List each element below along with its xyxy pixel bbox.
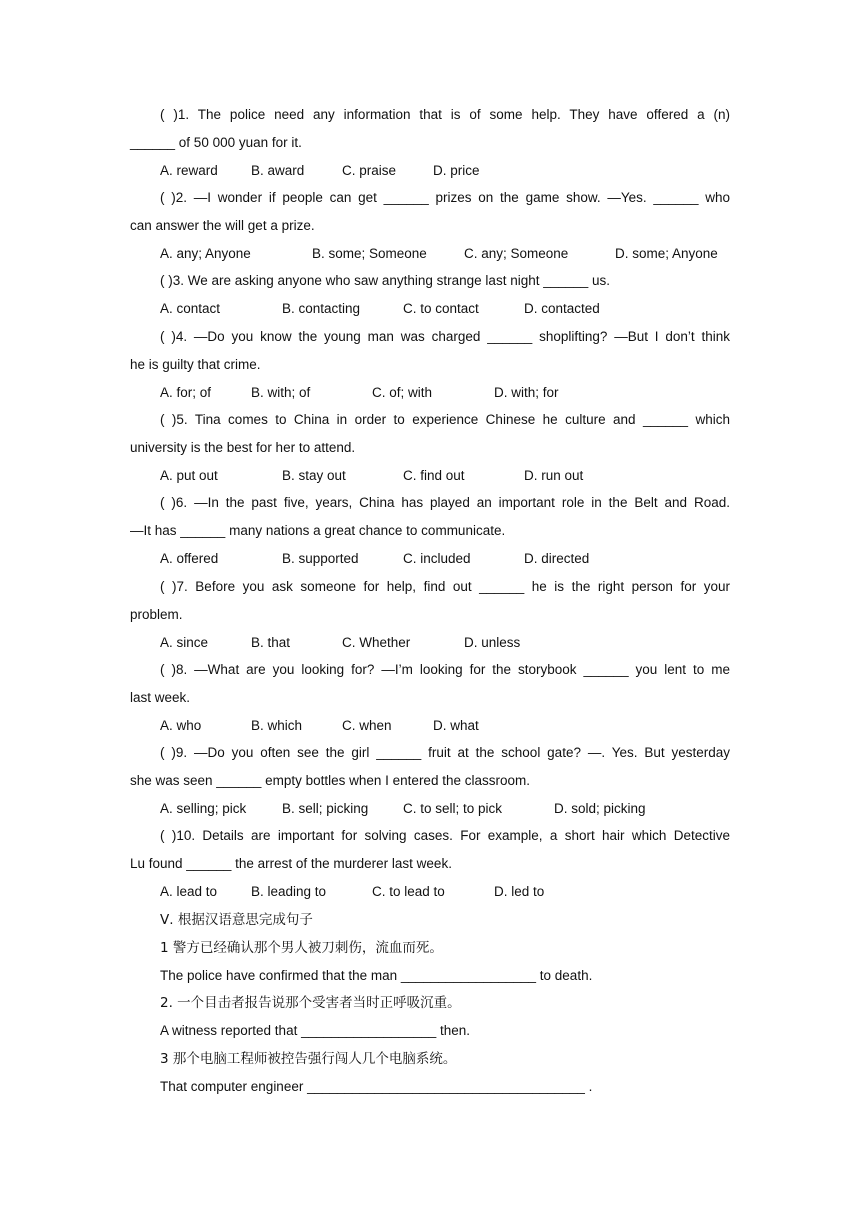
option-a[interactable]: A. reward [160,162,218,178]
option-b[interactable]: B. leading to [251,883,327,899]
translation-2-chinese: 2. 一个目击者报告说那个受害者当时正呼吸沉重。 [160,995,461,1012]
question-9-options [160,800,730,818]
option-c[interactable]: C. to sell; to pick [403,800,503,816]
option-c[interactable]: C. Whether [342,634,411,650]
question-4-stem-continued: he is guilty that crime. [130,356,261,372]
question-2-stem: ( )2. —I wonder if people can get ______ prizes on the game show. —Yes. ______ who [160,190,730,205]
option-c[interactable]: C. when [342,717,392,733]
option-a[interactable]: A. put out [160,467,218,483]
question-5-stem: ( )5. Tina comes to China in order to experience Chinese he culture and ______ which [160,412,730,427]
translation-3-english: That computer engineer _____________________________________ . [160,1078,593,1094]
option-a[interactable]: A. for; of [160,384,212,400]
section-heading: Ⅴ. 根据汉语意思完成句子 [160,912,313,928]
question-7-stem-continued: problem. [130,606,183,622]
option-a[interactable]: A. offered [160,550,219,566]
question-1-stem-continued: ______ of 50 000 yuan for it. [130,134,302,150]
question-9-stem-continued: she was seen ______ empty bottles when I entered the classroom. [130,772,530,788]
option-b[interactable]: B. with; of [251,384,311,400]
option-c[interactable]: C. praise [342,162,397,178]
option-b[interactable]: B. supported [282,550,359,566]
option-a[interactable]: A. since [160,634,209,650]
question-1-stem: ( )1. The police need any information that is of some help. They have offered a (n) [160,107,730,122]
question-1-options [160,162,730,180]
option-d[interactable]: D. sold; picking [554,800,646,816]
option-b[interactable]: B. award [251,162,305,178]
translation-1-english: The police have confirmed that the man __________________ to death. [160,967,593,983]
question-3-stem: ( )3. We are asking anyone who saw anything strange last night ______ us. [160,273,611,288]
option-b[interactable]: B. stay out [282,467,346,483]
question-10-stem: ( )10. Details are important for solving cases. For example, a short hair which Detective [160,828,730,843]
option-a[interactable]: A. who [160,717,202,733]
question-6-stem-continued: —It has ______ many nations a great chance to communicate. [130,522,506,538]
option-d[interactable]: D. some; Anyone [615,245,718,261]
option-b[interactable]: B. some; Someone [312,245,427,261]
option-b[interactable]: B. which [251,717,303,733]
question-3-options [160,300,730,318]
option-a[interactable]: A. selling; pick [160,800,247,816]
question-10-stem-continued: Lu found ______ the arrest of the murderer last week. [130,855,452,871]
question-8-stem: ( )8. —What are you looking for? —I’m looking for the storybook ______ you lent to me [160,662,730,677]
question-7-options [160,634,730,652]
option-d[interactable]: D. contacted [524,300,600,316]
option-d[interactable]: D. price [433,162,480,178]
option-d[interactable]: D. run out [524,467,584,483]
option-d[interactable]: D. unless [464,634,521,650]
question-8-stem-continued: last week. [130,689,191,705]
translation-3-chinese: 3 那个电脑工程师被控告强行闯人几个电脑系统。 [160,1051,457,1067]
translation-2-english: A witness reported that __________________ then. [160,1023,470,1039]
option-c[interactable]: C. to contact [403,300,479,316]
option-a[interactable]: A. lead to [160,883,218,899]
question-6-stem: ( )6. —In the past five, years, China has played an important role in the Belt and Road. [160,495,730,510]
question-5-stem-continued: university is the best for her to attend. [130,439,356,455]
question-6-options [160,550,730,568]
question-7-stem: ( )7. Before you ask someone for help, find out ______ he is the right person for your [160,579,730,594]
option-b[interactable]: B. sell; picking [282,800,369,816]
option-c[interactable]: C. to lead to [372,883,445,899]
question-4-stem: ( )4. —Do you know the young man was charged ______ shoplifting? —But I don’t think [160,329,730,344]
option-a[interactable]: A. any; Anyone [160,245,251,261]
translation-1-chinese: 1 警方已经确认那个男人被刀刺伤，流血而死。 [160,939,443,956]
option-c[interactable]: C. find out [403,467,465,483]
question-2-options [160,245,730,263]
question-9-stem: ( )9. —Do you often see the girl ______ fruit at the school gate? —. Yes. But yesterday [160,745,730,760]
question-5-options [160,467,730,485]
option-d[interactable]: D. what [433,717,479,733]
option-b[interactable]: B. contacting [282,300,361,316]
option-d[interactable]: D. led to [494,883,545,899]
option-c[interactable]: C. any; Someone [464,245,569,261]
option-d[interactable]: D. directed [524,550,590,566]
option-d[interactable]: D. with; for [494,384,559,400]
option-b[interactable]: B. that [251,634,291,650]
question-2-stem-continued: can answer the will get a prize. [130,217,315,233]
option-c[interactable]: C. of; with [372,384,433,400]
question-8-options [160,717,730,735]
option-c[interactable]: C. included [403,550,471,566]
question-10-options [160,883,730,901]
question-4-options [160,384,730,402]
option-a[interactable]: A. contact [160,300,221,316]
